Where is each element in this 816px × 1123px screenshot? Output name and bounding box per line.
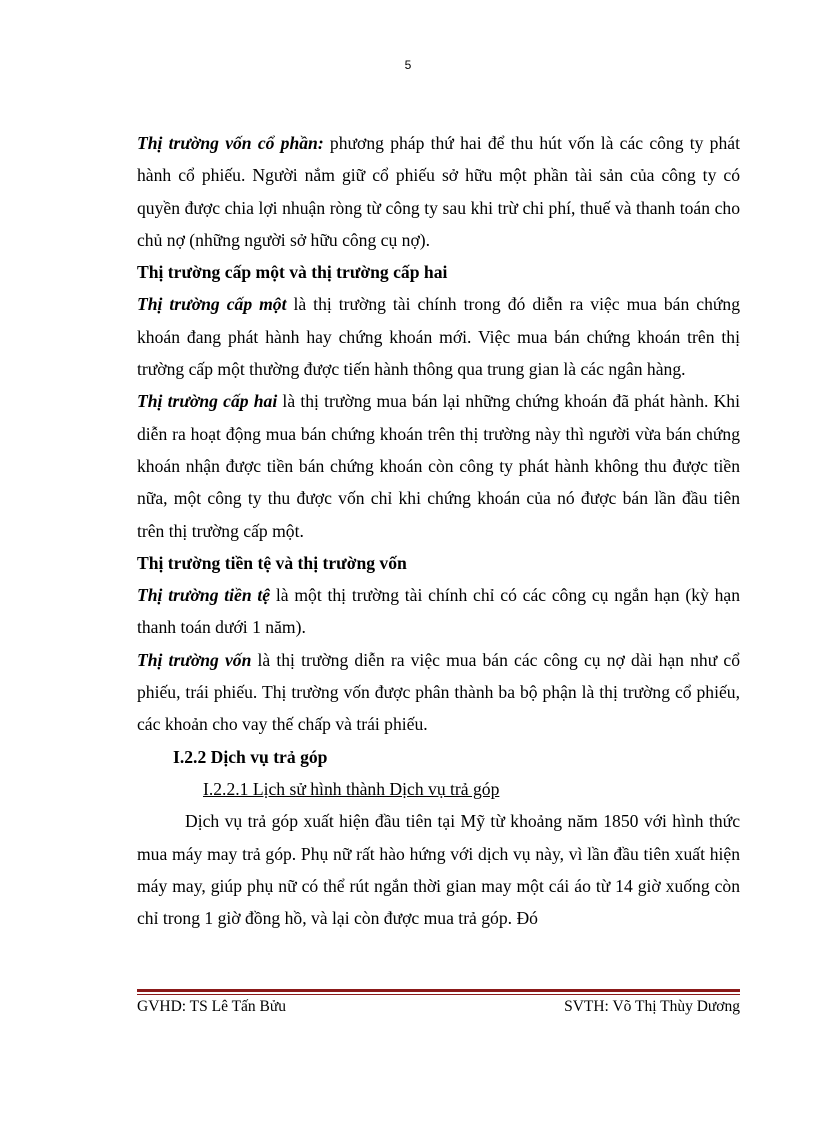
heading-primary-secondary-market: Thị trường cấp một và thị trường cấp hai <box>137 262 448 283</box>
term-primary-market: Thị trường cấp một <box>137 294 287 315</box>
document-body <box>137 127 740 934</box>
paragraph-installment-history: Dịch vụ trả góp xuất hiện đầu tiên tại Mỹ từ khoảng năm 1850 với hình thức mua máy may trả góp. Phụ nữ rất hào hứng với dịch vụ này, vì lần đầu tiên xuất hiện máy may, giúp phụ nữ có thể rút ngắn thời gian may một cái áo từ 14 giờ xuống còn chỉ trong 1 giờ đồng hồ, và lại còn được mua trả góp. Đó <box>137 811 740 929</box>
text-capital-market: là thị trường diễn ra việc mua bán các công cụ nợ dài hạn như cổ phiếu, trái phiếu. Thị trường vốn được phân thành ba bộ phận là thị trường cổ phiếu, các khoản cho vay thế chấp và trái phiếu. <box>137 649 740 735</box>
footer-supervisor: GVHD: TS Lê Tấn Bửu <box>137 998 287 1015</box>
paragraph-money-market <box>137 579 740 644</box>
footer-rule-thick <box>137 989 740 992</box>
paragraph-secondary-market <box>137 385 740 546</box>
paragraph-equity-market <box>137 127 740 256</box>
page-number: 5 <box>404 58 412 72</box>
term-equity-market: Thị trường vốn cổ phần: <box>137 133 324 153</box>
text-equity-market: phương pháp thứ hai để thu hút vốn là các công ty phát hành cổ phiếu. Người nắm giữ cổ phiếu sở hữu một phần tài sản của công ty có quyền được chia lợi nhuận ròng từ công ty sau khi trừ chi phí, thuế và thanh toán cho chủ nợ (những người sở hữu công cụ nợ). <box>137 133 740 250</box>
footer-rule-thin <box>137 994 740 995</box>
text-secondary-market: là thị trường mua bán lại những chứng khoán đã phát hành. Khi diễn ra hoạt động mua bán chứng khoán trên thị trường này thì người vừa bán chứng khoán nhận được tiền bán chứng khoán còn công ty phát hành không thu được tiền nữa, một công ty thu được vốn chỉ khi chứng khoán của nó được bán lần đầu tiên trên thị trường cấp một. <box>137 391 740 541</box>
text-primary-market: là thị trường tài chính trong đó diễn ra việc mua bán chứng khoán đang phát hành hay chứng khoán mới. Việc mua bán chứng khoán trên thị trường cấp một thường được tiến hành thông qua trung gian là các ngân hàng. <box>137 294 740 380</box>
paragraph-primary-market <box>137 288 740 385</box>
term-money-market: Thị trường tiền tệ <box>137 585 271 606</box>
footer-student: SVTH: Võ Thị Thùy Dương <box>564 998 740 1015</box>
subsection-heading: I.2.2.1 Lịch sử hình thành Dịch vụ trả góp <box>203 778 500 799</box>
heading-money-capital-market: Thị trường tiền tệ và thị trường vốn <box>137 552 407 573</box>
term-secondary-market: Thị trường cấp hai <box>137 391 278 412</box>
term-capital-market: Thị trường vốn <box>137 649 252 670</box>
paragraph-capital-market <box>137 644 740 741</box>
text-money-market: là một thị trường tài chính chỉ có các công cụ ngắn hạn (kỳ hạn thanh toán dưới 1 năm). <box>137 585 740 638</box>
section-heading: I.2.2 Dịch vụ trả góp <box>173 746 328 767</box>
